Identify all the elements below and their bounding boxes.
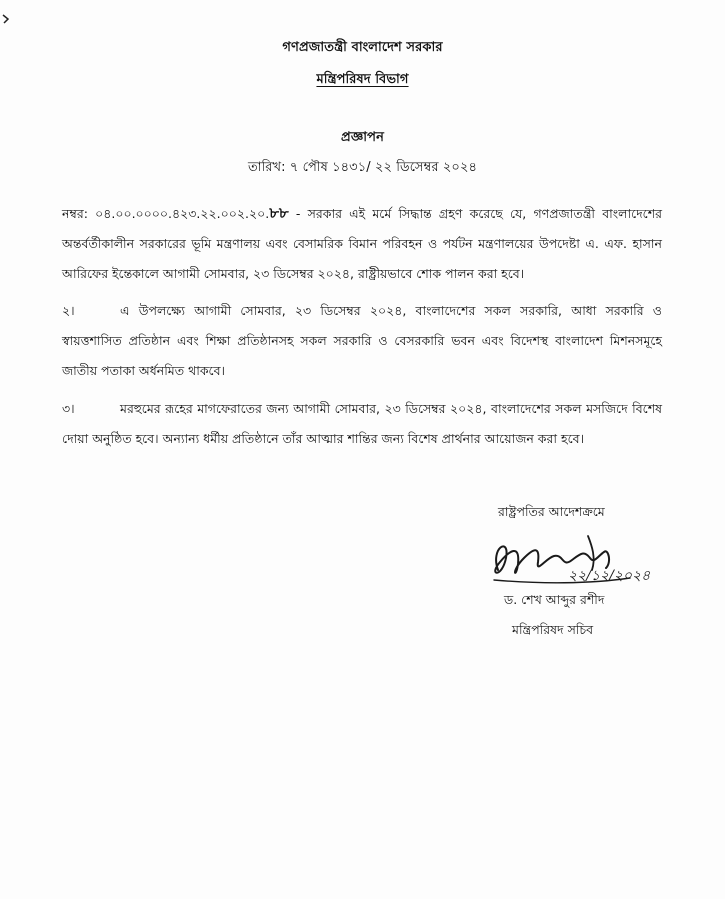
paragraph-1-text: - সরকার এই মর্মে সিদ্ধান্ত গ্রহণ করেছে যে, গণপ্রজাতন্ত্রী বাংলাদেশের অন্তর্বর্তীকালীন সরকারের ভূমি মন্ত্রণালয় এবং বেসামরিক বিমান পরিবহন ও পর্যটন মন্ত্রণালয়ের উপদেষ্টা এ. এফ. হাসান আরিফের ইন্তেকালে আগামী সোমবার, ২৩ ডিসেম্বর ২০২৪, রাষ্ট্রীয়ভাবে শোক পালন করা হবে। xyxy=(62,206,662,281)
paragraph-2-number: ২। xyxy=(62,303,75,318)
signature-date: ২২/১২/২০২৪ xyxy=(568,568,650,584)
signature-scribble xyxy=(480,528,650,598)
presidential-order-line: রাষ্ট্রপতির আদেশক্রমে xyxy=(498,504,605,519)
signer-title: মন্ত্রিপরিষদ সচিব xyxy=(512,622,594,637)
signer-name: ড. শেখ আব্দুর রশীদ xyxy=(504,592,605,607)
paragraph-3 xyxy=(62,394,662,454)
paragraph-2-text: এ উপলক্ষ্যে আগামী সোমবার, ২৩ ডিসেম্বর ২০২৪, বাংলাদেশের সকল সরকারি, আধা সরকারি ও স্বায়ত্তশাসিত প্রতিষ্ঠান এবং শিক্ষা প্রতিষ্ঠানসহ সকল সরকারি ও বেসরকারি ভবন এবং বিদেশস্থ বাংলাদেশ মিশনসমূহে জাতীয় পতাকা অর্ধনমিত থাকবে। xyxy=(62,303,662,378)
division-heading-text: মন্ত্রিপরিষদ বিভাগ xyxy=(316,72,409,87)
division-heading xyxy=(0,70,725,91)
government-heading: গণপ্রজাতন্ত্রী বাংলাদেশ সরকার xyxy=(282,40,443,55)
memo-number: নম্বর: ০৪.০০.০০০০.৪২৩.২২.০০২.২০. xyxy=(62,206,270,221)
paragraph-1 xyxy=(62,198,662,289)
paragraph-3-number: ৩। xyxy=(62,401,75,416)
paragraph-3-text: মরহুমের রূহের মাগফেরাতের জন্য আগামী সোমবার, ২৩ ডিসেম্বর ২০২৪, বাংলাদেশের সকল মসজিদে বিশেষ দোয়া অনুষ্ঠিত হবে। অন্যান্য ধর্মীয় প্রতিষ্ঠানে তাঁর আত্মার শান্তির জন্য বিশেষ প্রার্থনার আয়োজন করা হবে। xyxy=(62,401,662,446)
notice-title: প্রজ্ঞাপন xyxy=(341,130,384,145)
paragraph-2 xyxy=(62,296,662,386)
corner-mark-icon xyxy=(2,14,10,24)
handwritten-number: ৮৮ xyxy=(269,204,289,222)
notice-date: তারিখ: ৭ পৌষ ১৪৩১/ ২২ ডিসেম্বর ২০২৪ xyxy=(247,160,478,175)
